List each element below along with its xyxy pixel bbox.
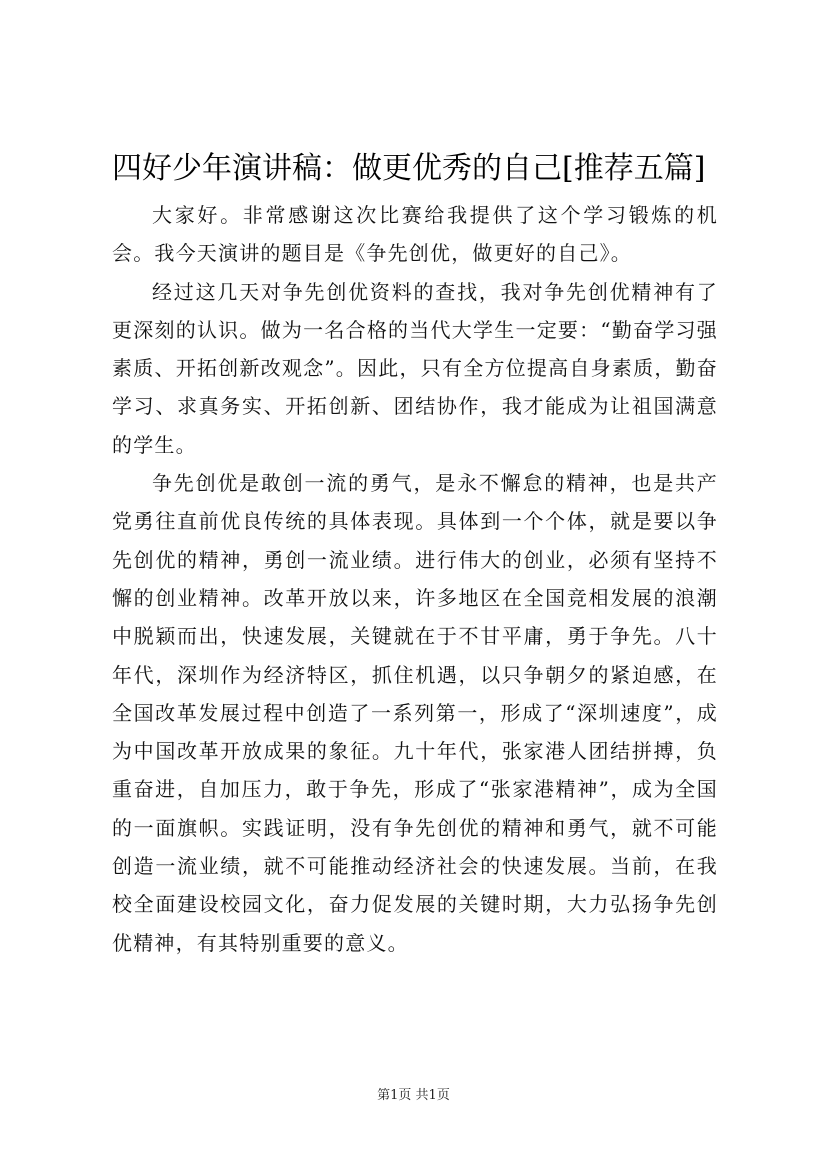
paragraph-intro: 大家好。非常感谢这次比赛给我提供了这个学习锻炼的机会。我今天演讲的题目是《争先创优，做更好的自己》。 [112, 203, 718, 266]
document-title: 四好少年演讲稿：做更优秀的自己[推荐五篇] [112, 151, 706, 186]
paragraph-understanding: 经过这几天对争先创优资料的查找，我对争先创优精神有了更深刻的认识。做为一名合格的当代大学生一定要：“勤奋学习强素质、开拓创新改观念”。因此，只有全方位提高自身素质，勤奋学习、求真务实、开拓创新、团结协作，我才能成为让祖国满意的学生。 [112, 279, 718, 457]
page-footer: 第1页 共1页 [377, 1088, 450, 1103]
document-body [112, 196, 718, 962]
paragraph-spirit: 争先创优是敢创一流的勇气，是永不懈怠的精神，也是共产党勇往直前优良传统的具体表现。具体到一个个体，就是要以争先创优的精神，勇创一流业绩。进行伟大的创业，必须有坚持不懈的创业精神。改革开放以来，许多地区在全国竞相发展的浪潮中脱颖而出，快速发展，关键就在于不甘平庸，勇于争先。八十年代，深圳作为经济特区，抓住机遇，以只争朝夕的紧迫感，在全国改革发展过程中创造了一系列第一，形成了“深圳速度”，成为中国改革开放成果的象征。九十年代，张家港人团结拼搏，负重奋进，自加压力，敢于争先，形成了“张家港精神”，成为全国的一面旗帜。实践证明，没有争先创优的精神和勇气，就不可能创造一流业绩，就不可能推动经济社会的快速发展。当前，在我校全面建设校园文化，奋力促发展的关键时期，大力弘扬争先创优精神，有其特别重要的意义。 [112, 471, 718, 955]
